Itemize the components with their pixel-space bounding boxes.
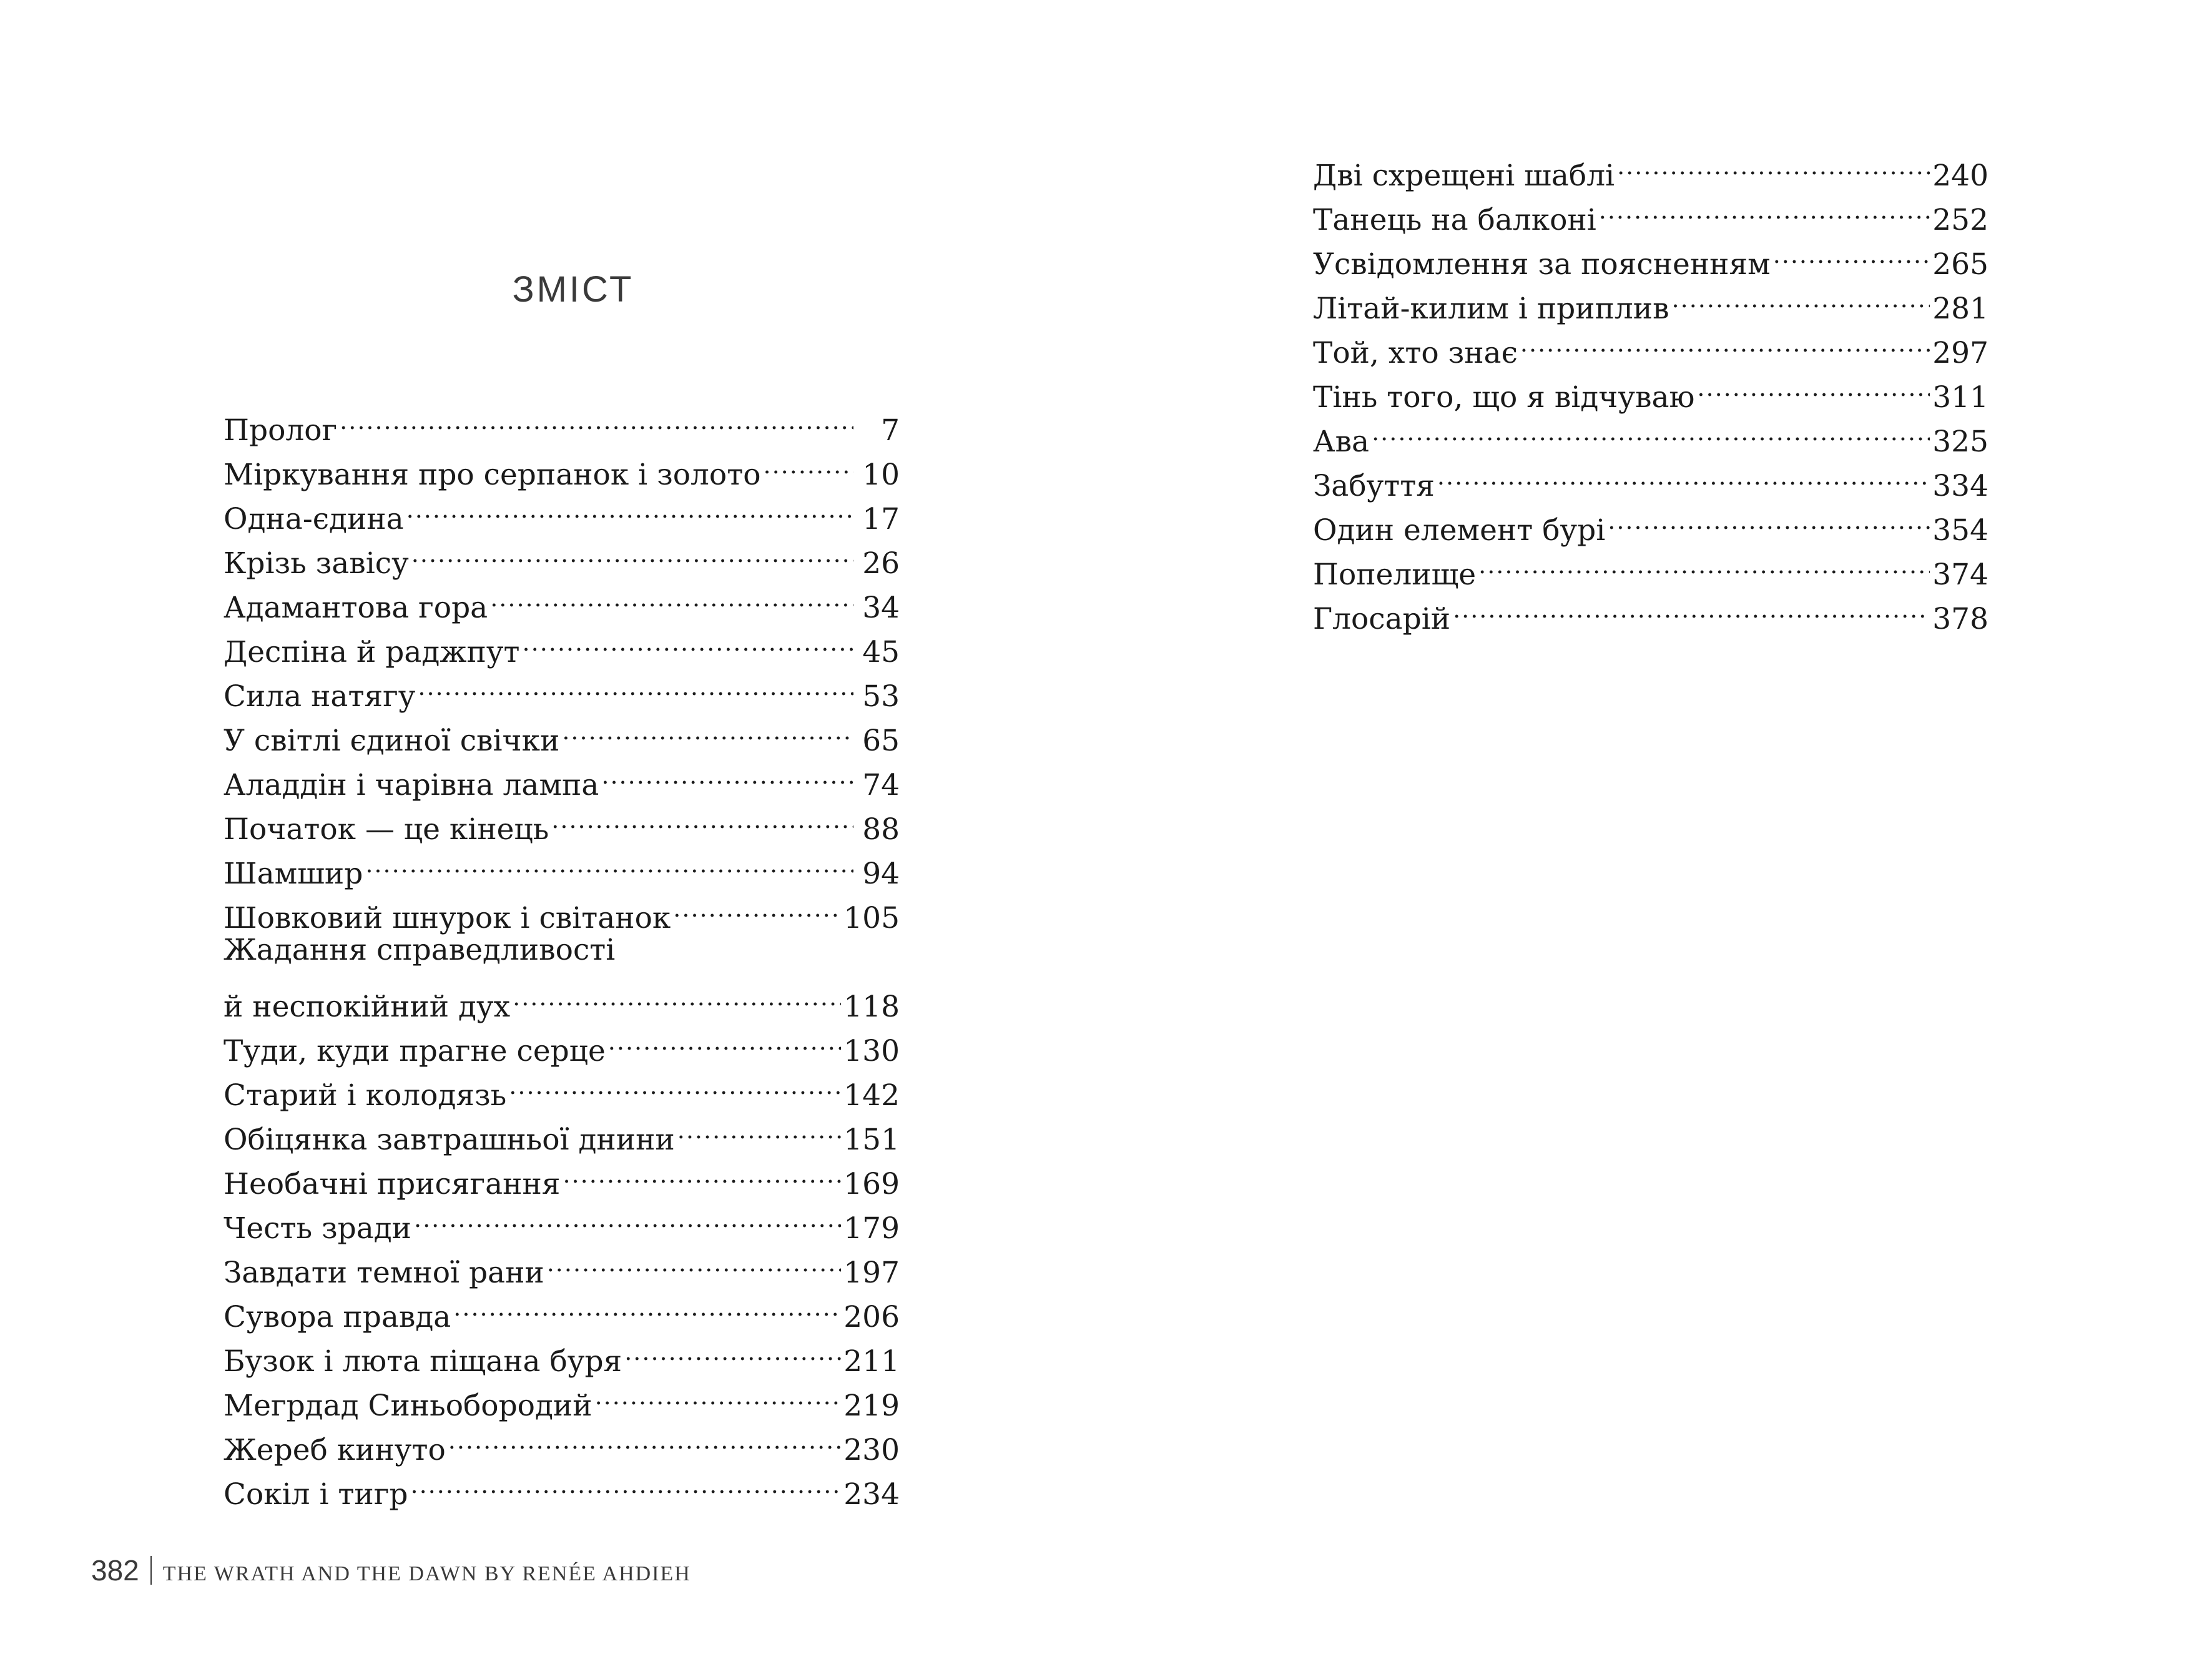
dot-leader: [340, 396, 853, 440]
toc-entry-page: 219: [843, 1389, 900, 1423]
toc-entry-label: Мегрдад Синьобородий: [224, 1389, 592, 1423]
toc-entry-page: 179: [843, 1211, 900, 1246]
dot-leader: [1617, 141, 1930, 185]
dot-leader: [453, 1282, 841, 1327]
dot-leader: [608, 1017, 842, 1061]
toc-entry-label-line1: Жадання справедливості: [224, 933, 616, 967]
toc-entry[interactable]: [224, 928, 900, 1024]
toc-entry-page: 94: [862, 857, 900, 891]
toc-entry-page: 17: [862, 502, 900, 536]
dot-leader: [1520, 318, 1930, 363]
toc-entry[interactable]: [1313, 141, 1988, 193]
toc-entry-label: Забуття: [1313, 469, 1435, 503]
toc-entry-page: 378: [1932, 602, 1988, 636]
toc-entry-page: 53: [862, 679, 900, 714]
dot-leader: [523, 618, 853, 662]
toc-entry-page: 354: [1932, 513, 1988, 548]
dot-leader: [1672, 274, 1930, 318]
toc-entry-label: Одна-єдина: [224, 502, 404, 536]
running-title: THE WRATH AND THE DAWN BY RENÉE AHDIEH: [162, 1562, 691, 1585]
toc-entry-page: 265: [1932, 247, 1988, 282]
toc-entry-label: Шовковий шнурок і світанок: [224, 901, 671, 935]
dot-leader: [406, 485, 853, 529]
toc-entry-page: 311: [1932, 380, 1988, 415]
toc-right-column: [1313, 141, 1988, 636]
page-title: ЗМІСТ: [512, 269, 634, 310]
toc-entry-label: Танець на балконі: [1313, 203, 1596, 237]
toc-entry-label: й неспокійний дух: [224, 990, 511, 1024]
dot-leader: [1372, 407, 1930, 451]
toc-entry-page: 142: [843, 1078, 900, 1113]
toc-entry[interactable]: [1313, 407, 1988, 459]
toc-entry-page: 252: [1932, 203, 1988, 237]
toc-entry-label: Пролог: [224, 413, 338, 448]
toc-entry-label: Міркування про серпанок і золото: [224, 458, 761, 492]
dot-leader: [509, 1061, 841, 1105]
dot-leader: [1453, 584, 1930, 629]
dot-leader: [764, 440, 853, 485]
toc-entry-label: Туди, куди прагне серце: [224, 1034, 606, 1068]
toc-entry-page: 74: [862, 768, 900, 802]
dot-leader: [551, 795, 853, 839]
toc-entry-label: Шамшир: [224, 857, 363, 891]
toc-entry-label: Аладдін і чарівна лампа: [224, 768, 599, 802]
dot-leader: [410, 1460, 841, 1504]
toc-entry-page: 234: [843, 1477, 900, 1512]
toc-entry-label: Завдати темної рани: [224, 1256, 544, 1290]
toc-entry-label: Тінь того, що я відчуваю: [1313, 380, 1695, 415]
dot-leader: [677, 1105, 842, 1149]
toc-left-column: [224, 396, 900, 1512]
dot-leader: [448, 1415, 842, 1460]
dot-leader: [414, 1194, 841, 1238]
toc-entry-label: Сила натягу: [224, 679, 416, 714]
toc-entry-page: 34: [862, 591, 900, 625]
toc-entry-label: Необачні присягання: [224, 1167, 561, 1201]
dot-leader: [1608, 496, 1930, 540]
toc-entry-page: 230: [843, 1433, 900, 1467]
toc-entry-page: 151: [843, 1123, 900, 1157]
toc-entry-page: 325: [1932, 425, 1988, 459]
toc-entry-label: Бузок і люта піщана буря: [224, 1344, 622, 1379]
toc-entry-page: 88: [862, 812, 900, 847]
toc-entry-label: Сокіл і тигр: [224, 1477, 408, 1512]
toc-entry-page: 130: [843, 1034, 900, 1068]
toc-entry-page: 211: [843, 1344, 900, 1379]
toc-entry-label: Дві схрещені шаблі: [1313, 159, 1615, 193]
toc-entry-label: Старий і колодязь: [224, 1078, 507, 1113]
toc-entry-page: 281: [1932, 292, 1988, 326]
toc-entry-page: 10: [862, 458, 900, 492]
dot-leader: [1599, 185, 1930, 230]
toc-entry-page: 7: [881, 413, 900, 448]
dot-leader: [601, 751, 853, 795]
toc-entry[interactable]: [224, 396, 900, 448]
toc-entry-label: Літай-килим і приплив: [1313, 292, 1669, 326]
toc-entry-page: 334: [1932, 469, 1988, 503]
dot-leader: [673, 884, 841, 928]
dot-leader: [418, 662, 853, 706]
toc-entry-label: Попелище: [1313, 558, 1477, 592]
dot-leader: [513, 972, 841, 1017]
toc-entry-label: Крізь завісу: [224, 546, 409, 581]
dot-leader: [1697, 363, 1930, 407]
toc-entry-page: 240: [1932, 159, 1988, 193]
toc-entry-label: Деспіна й раджпут: [224, 635, 520, 669]
toc-entry-label: Початок — це кінець: [224, 812, 549, 847]
toc-entry-page: 206: [843, 1300, 900, 1334]
toc-entry-page: 374: [1932, 558, 1988, 592]
toc-entry-label: Жереб кинуто: [224, 1433, 446, 1467]
toc-entry-label: Ава: [1313, 425, 1370, 459]
footer-divider: [150, 1556, 152, 1585]
toc-entry-page: 169: [843, 1167, 900, 1201]
dot-leader: [595, 1371, 842, 1415]
dot-leader: [490, 573, 853, 618]
toc-entry-label: Усвідомлення за поясненням: [1313, 247, 1771, 282]
toc-entry-label: У світлі єдиної свічки: [224, 724, 560, 758]
dot-leader: [411, 529, 853, 573]
toc-entry-label: Глосарій: [1313, 602, 1451, 636]
toc-entry[interactable]: [1313, 451, 1988, 503]
toc-entry-page: 65: [862, 724, 900, 758]
dot-leader: [1478, 540, 1930, 584]
page-footer: [91, 1553, 691, 1587]
dot-leader: [365, 839, 853, 884]
toc-entry-label: Обіцянка завтрашньої днини: [224, 1123, 675, 1157]
toc-entry-label: Честь зради: [224, 1211, 412, 1246]
toc-entry-page: 105: [843, 901, 900, 935]
dot-leader: [1773, 230, 1930, 274]
toc-entry-label: Сувора правда: [224, 1300, 451, 1334]
toc-entry-page: 26: [862, 546, 900, 581]
toc-entry-label: Адамантова гора: [224, 591, 488, 625]
toc-entry-label: Один елемент бурі: [1313, 513, 1606, 548]
toc-entry-label: Той, хто знає: [1313, 336, 1518, 370]
toc-entry-page: 297: [1932, 336, 1988, 370]
dot-leader: [562, 706, 853, 751]
dot-leader: [563, 1149, 841, 1194]
dot-leader: [547, 1238, 842, 1282]
dot-leader: [1437, 451, 1930, 496]
toc-entry-page: 197: [843, 1256, 900, 1290]
toc-entry-page: 118: [843, 990, 900, 1024]
toc-entry-page: 45: [862, 635, 900, 669]
page-number: 382: [91, 1554, 139, 1587]
dot-leader: [624, 1327, 841, 1371]
